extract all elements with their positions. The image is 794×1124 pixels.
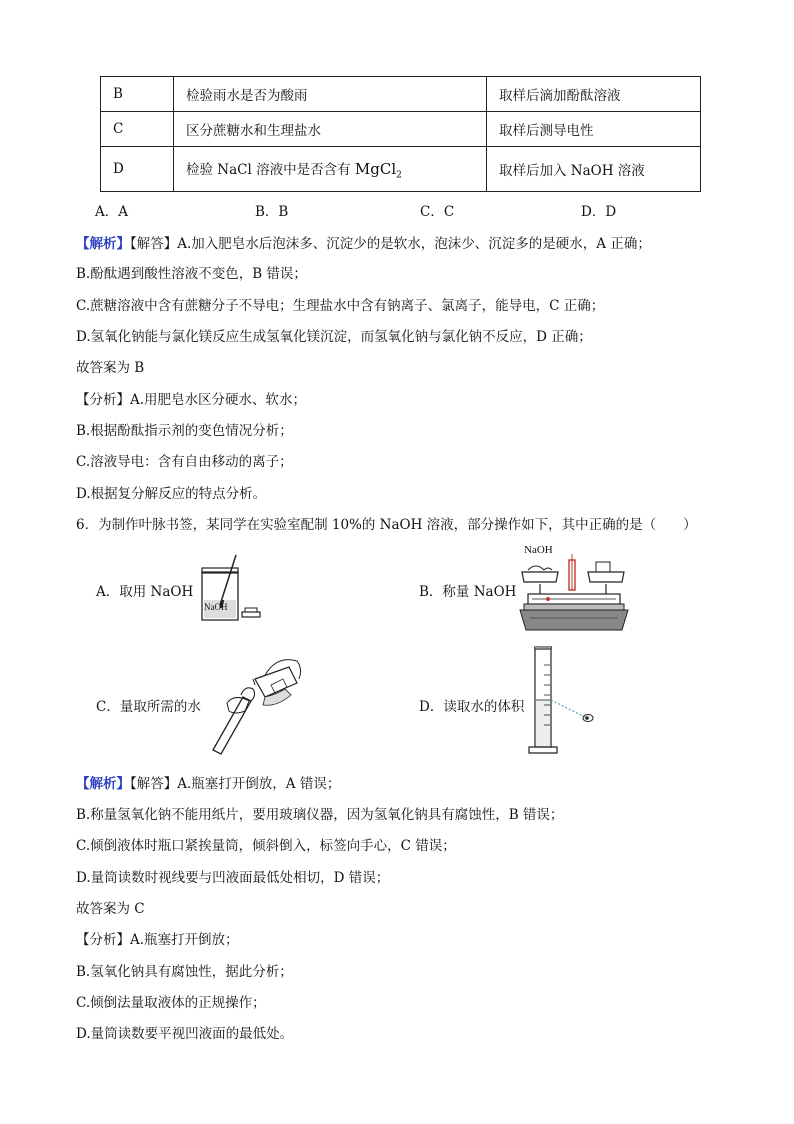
- row-purpose: [174, 147, 487, 192]
- row-purpose: 检验雨水是否为酸雨: [174, 77, 487, 112]
- bottle-label: NaOH: [204, 602, 228, 612]
- solution-line: B.酚酞遇到酸性溶液不变色，B 错误；: [76, 266, 307, 282]
- option-d-label: D．读取水的体积: [419, 699, 525, 715]
- analysis-line: D.根据复分解反应的特点分析。: [76, 486, 267, 502]
- answer-line: 故答案为 C: [76, 901, 145, 917]
- analysis-line: B.氢氧化钠具有腐蚀性，据此分析；: [76, 964, 293, 980]
- row-method: 取样后测导电性: [487, 112, 701, 147]
- analysis-line: C.溶液导电：含有自由移动的离子；: [76, 454, 293, 470]
- question-stem: 6．为制作叶脉书签，某同学在实验室配制 10%的 NaOH 溶液，部分操作如下，其中正确的是（ ）: [76, 517, 697, 533]
- option-b-label: B．称量 NaOH: [419, 584, 517, 600]
- table-row: [101, 147, 701, 192]
- graduated-cylinder-figure: [525, 645, 600, 757]
- analysis-line: B.根据酚酞指示剂的变色情况分析；: [76, 423, 293, 439]
- chem-formula: MgCl: [354, 159, 397, 178]
- choice-c: C．C: [420, 204, 455, 220]
- choice-a: A．A: [95, 204, 128, 220]
- analysis-tag: 【解析】: [76, 236, 130, 252]
- purpose-text: 检验 NaCl 溶液中是否含有: [186, 161, 355, 178]
- analysis-line: D.量筒读数要平视凹液面的最低处。: [76, 1026, 294, 1042]
- choice-d: D．D: [581, 204, 617, 220]
- balance-scale-figure: [518, 540, 630, 632]
- choice-b: B．B: [255, 204, 289, 220]
- answer-choices: [95, 200, 735, 220]
- solution-line: D.氢氧化钠能与氯化镁反应生成氢氧化镁沉淀，而氢氧化钠与氯化钠不反应，D 正确；: [76, 329, 592, 345]
- solution-line: 【解析】【解答】A.加入肥皂水后泡沫多、沉淀少的是软水，泡沫少、沉淀多的是硬水，A 正确；: [76, 236, 651, 252]
- row-purpose: 区分蔗糖水和生理盐水: [174, 112, 487, 147]
- solution-line: 【解析】【解答】A.瓶塞打开倒放，A 错误；: [76, 776, 341, 792]
- analysis-line: 【分析】A.用肥皂水区分硬水、软水；: [76, 392, 307, 408]
- option-a-label: A．取用 NaOH: [96, 584, 194, 600]
- answer-line: 故答案为 B: [76, 360, 145, 376]
- chem-subscript: 2: [396, 170, 402, 181]
- option-c-label: C．量取所需的水: [96, 699, 201, 715]
- analysis-line: C.倾倒法量取液体的正规操作；: [76, 995, 266, 1011]
- analysis-line: 【分析】A.瓶塞打开倒放；: [76, 932, 239, 948]
- solution-line: B.称量氢氧化钠不能用纸片，要用玻璃仪器，因为氢氧化钠具有腐蚀性，B 错误；: [76, 807, 564, 823]
- solution-line: D.量筒读数时视线要与凹液面最低处相切，D 错误；: [76, 870, 390, 886]
- row-method: 取样后加入 NaOH 溶液: [487, 147, 701, 192]
- row-letter: B: [101, 77, 174, 112]
- row-letter: C: [101, 112, 174, 147]
- table-row: [101, 112, 701, 147]
- solution-line: C.倾倒液体时瓶口紧挨量筒，倾斜倒入，标签向手心，C 错误；: [76, 838, 456, 854]
- reagent-bottle-figure: [190, 550, 265, 625]
- table-row: [101, 77, 701, 112]
- analysis-tag: 【解析】: [76, 776, 130, 792]
- row-method: 取样后滴加酚酞溶液: [487, 77, 701, 112]
- options-table: [100, 76, 701, 192]
- row-letter: D: [101, 147, 174, 192]
- solution-line: C.蔗糖溶液中含有蔗糖分子不导电；生理盐水中含有钠离子、氯离子，能导电，C 正确；: [76, 298, 605, 314]
- pouring-liquid-figure: [205, 655, 305, 755]
- naoh-label: NaOH: [524, 544, 553, 556]
